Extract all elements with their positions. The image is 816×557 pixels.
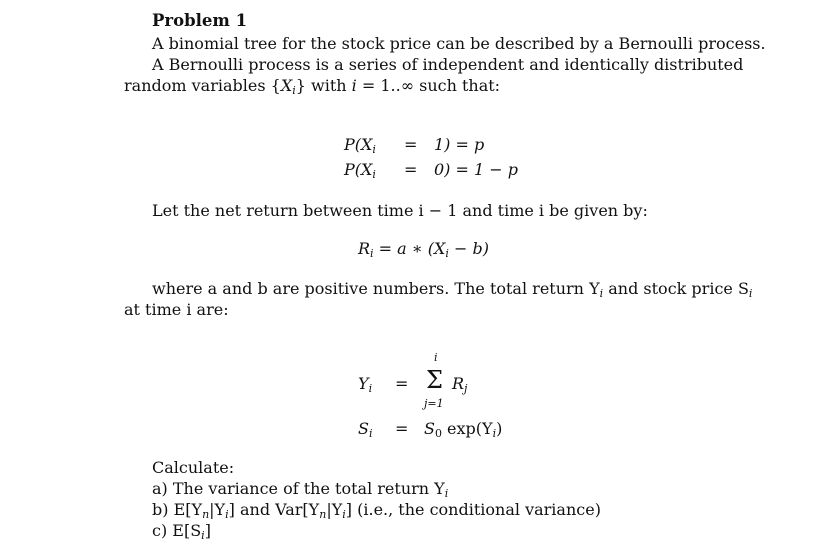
sum-symbol: Σ: [426, 366, 443, 394]
ret-sub2: i: [445, 247, 449, 260]
s-rhs-sub2: i: [492, 427, 497, 440]
calculate-label: Calculate:: [152, 458, 235, 477]
eq2-sub: i: [372, 168, 376, 181]
item-b-text2: |Y: [209, 500, 226, 519]
ret-rhs: = a ∗ (X: [373, 239, 446, 258]
s-rhs-close: ): [496, 419, 503, 438]
where-line-2: at time i are:: [124, 300, 229, 319]
s-sub: i: [368, 427, 373, 440]
y-lhs: [358, 373, 372, 399]
s-lhs-text: S: [358, 419, 369, 438]
intro-line-1: A binomial tree for the stock price can be described by a Bernoulli process.: [152, 34, 766, 53]
s-lhs: [358, 418, 373, 444]
where-text: where a and b are positive numbers. The total return Y: [152, 279, 600, 298]
sub-i: i: [292, 84, 296, 97]
intro-text: random variables {: [124, 76, 281, 95]
item-c-sub: i: [201, 529, 205, 542]
eq1-lhs-text: P(X: [344, 135, 373, 154]
where-line-1: [152, 278, 752, 304]
item-b-sub2: i: [225, 508, 229, 521]
eq1-rhs: 1) = p: [434, 135, 485, 154]
where-mid: and stock price S: [603, 279, 749, 298]
sum-lower-limit: j=1: [424, 397, 444, 410]
y-lhs-text: Y: [358, 374, 369, 393]
y-rhs-text: R: [452, 374, 465, 393]
item-b-text3: ] and Var[Y: [228, 500, 320, 519]
sum-upper-limit: i: [434, 351, 438, 364]
intro-line-2: A Bernoulli process is a series of independent and identically distributed: [152, 55, 744, 74]
item-a-sub: i: [444, 487, 449, 500]
y-equals: =: [395, 374, 409, 393]
item-b-sub1: n: [202, 508, 210, 521]
item-b-text1: b) E[Y: [152, 500, 203, 519]
eq1-sub: i: [372, 143, 376, 156]
ret-sub: i: [370, 247, 374, 260]
eq2-rhs: 0) = 1 − p: [434, 160, 518, 179]
item-c-text2: ]: [204, 521, 211, 540]
eq1-equals: =: [404, 135, 418, 154]
return-equation: [358, 238, 489, 264]
var-x: X: [280, 76, 293, 95]
item-b-text5: ] (i.e., the conditional variance): [345, 500, 601, 519]
item-c-text1: c) E[S: [152, 521, 202, 540]
var-i: i: [351, 76, 357, 95]
item-b: [152, 499, 601, 525]
s-rhs-s: S: [424, 419, 435, 438]
ret-tail: − b): [448, 239, 489, 258]
s-equals: =: [395, 419, 409, 438]
s-rhs: [424, 418, 502, 444]
item-c: [152, 520, 211, 546]
eq2-equals: =: [404, 160, 418, 179]
where-sub2: i: [748, 287, 753, 300]
net-return-text: Let the net return between time i − 1 and time i be given by:: [152, 201, 648, 220]
eq1-lhs: [344, 134, 376, 160]
item-b-sub4: i: [342, 508, 346, 521]
intro-range: = 1..∞ such that:: [356, 76, 501, 95]
y-rhs-sub: j: [464, 382, 468, 395]
s-rhs-sub: 0: [434, 427, 442, 440]
eq2-lhs: [344, 159, 376, 185]
intro-text-mid: } with: [295, 76, 352, 95]
item-b-text4: |Y: [326, 500, 343, 519]
s-rhs-tail: exp(Y: [441, 419, 493, 438]
item-a-text: a) The variance of the total return Y: [152, 479, 445, 498]
intro-line-3: [124, 75, 500, 101]
y-sub: i: [368, 382, 373, 395]
eq2-lhs-text: P(X: [344, 160, 373, 179]
ret-lhs: R: [358, 239, 371, 258]
where-sub1: i: [599, 287, 604, 300]
item-b-sub3: n: [319, 508, 327, 521]
y-rhs: [452, 373, 467, 399]
problem-title: Problem 1: [152, 11, 248, 30]
